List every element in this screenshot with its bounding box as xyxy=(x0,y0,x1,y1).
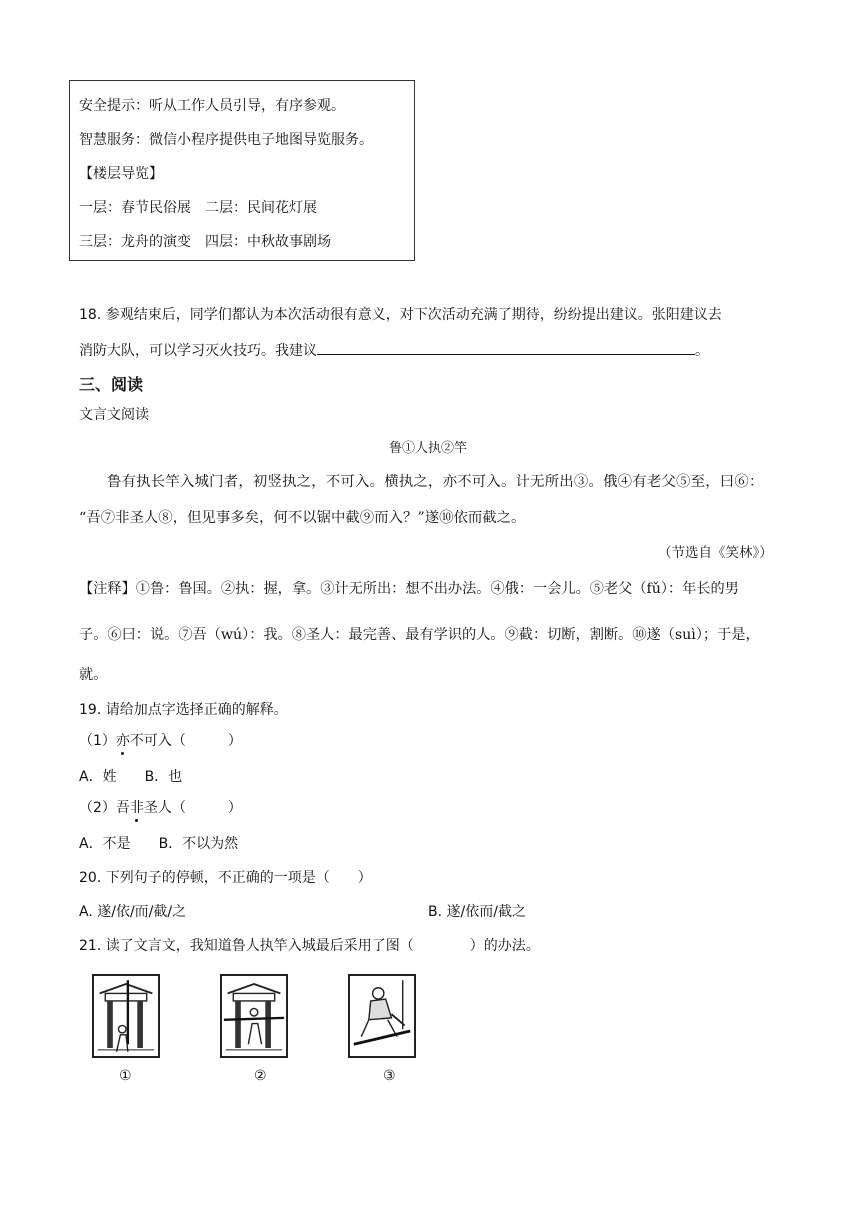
floor-guide-heading: 【楼层导览】 xyxy=(79,166,163,182)
passage-line1: 鲁有执长竿入城门者，初竖执之，不可入。横执之，亦不可入。计无所出③。俄④有老父⑤至，曰⑥： xyxy=(107,474,764,490)
notes-line3: 就。 xyxy=(79,667,108,683)
notes-line1: 【注释】①鲁：鲁国。②执：握，拿。③计无所出：想不出办法。④俄：一会儿。⑤老父（fǔ）：年长的男 xyxy=(79,581,739,597)
q19-sub2-options: A．不是 B．不以为然 xyxy=(79,836,239,852)
subsection-title: 文言文阅读 xyxy=(79,407,149,423)
q19-sub2 xyxy=(79,797,242,817)
picture-1-label: ① xyxy=(119,1068,132,1084)
q18-line1: 18. 参观结束后，同学们都认为本次活动很有意义，对下次活动充满了期待，纷纷提出建议。张阳建议去 xyxy=(79,307,722,323)
floor-guide-box xyxy=(69,80,415,261)
q20-stem: 20. 下列句子的停顿，不正确的一项是（ ） xyxy=(79,870,372,886)
q19-sub1 xyxy=(79,730,242,750)
q19-sub2-prefix: （2）吾 xyxy=(79,800,130,816)
passage-title: 鲁①人执②竿 xyxy=(389,441,468,456)
picture-3-drawing xyxy=(350,976,414,1056)
safety-tip: 安全提示：听从工作人员引导，有序参观。 xyxy=(79,98,345,114)
picture-2-horizontal-pole xyxy=(220,974,288,1058)
notes-line2: 子。⑥曰：说。⑦吾（wú）：我。⑧圣人：最完善、最有学识的人。⑨截：切断，割断。⑩遂（suì）；于是， xyxy=(79,627,760,643)
section-title: 三、阅读 xyxy=(79,375,144,394)
q19-sub1-options: A．姓 B．也 xyxy=(79,769,183,785)
picture-1-vertical-pole xyxy=(92,974,160,1058)
picture-2-label: ② xyxy=(254,1068,267,1084)
picture-1-drawing xyxy=(94,976,158,1056)
q19-sub1-rest: 不可入（ ） xyxy=(129,733,242,749)
q20-option-a: A. 遂/依/而/截/之 xyxy=(79,904,187,920)
picture-2-drawing xyxy=(222,976,286,1056)
floors-line-2: 三层：龙舟的演变 四层：中秋故事剧场 xyxy=(79,234,331,250)
floors-line-1: 一层：春节民俗展 二层：民间花灯展 xyxy=(79,200,317,216)
q19-sub1-dotted-char: 亦 xyxy=(116,730,130,750)
q20-option-b: B. 遂/依而/截之 xyxy=(428,904,526,920)
q21-stem: 21. 读了文言文，我知道鲁人执竿入城最后采用了图（ ）的办法。 xyxy=(79,938,540,954)
passage-line2: “吾⑦非圣人⑧，但见事多矣，何不以锯中截⑨而入？”遂⑩依而截之。 xyxy=(79,510,526,526)
q19-sub1-prefix: （1） xyxy=(79,733,116,749)
q18-line2-prefix: 消防大队，可以学习灭火技巧。我建议 xyxy=(79,343,317,359)
passage-source: （节选自《笑林》） xyxy=(658,545,773,561)
q19-sub2-rest: 圣人（ ） xyxy=(143,800,242,816)
q18-answer-blank[interactable] xyxy=(317,340,695,355)
q19-stem: 19. 请给加点字选择正确的解释。 xyxy=(79,702,288,718)
q19-sub2-dotted-char: 非 xyxy=(130,797,144,817)
q18-line2-suffix: 。 xyxy=(695,343,709,359)
smart-service: 智慧服务：微信小程序提供电子地图导览服务。 xyxy=(79,132,373,148)
q18-line2 xyxy=(79,340,709,360)
picture-3-cutting-pole xyxy=(348,974,416,1058)
picture-3-label: ③ xyxy=(383,1068,396,1084)
